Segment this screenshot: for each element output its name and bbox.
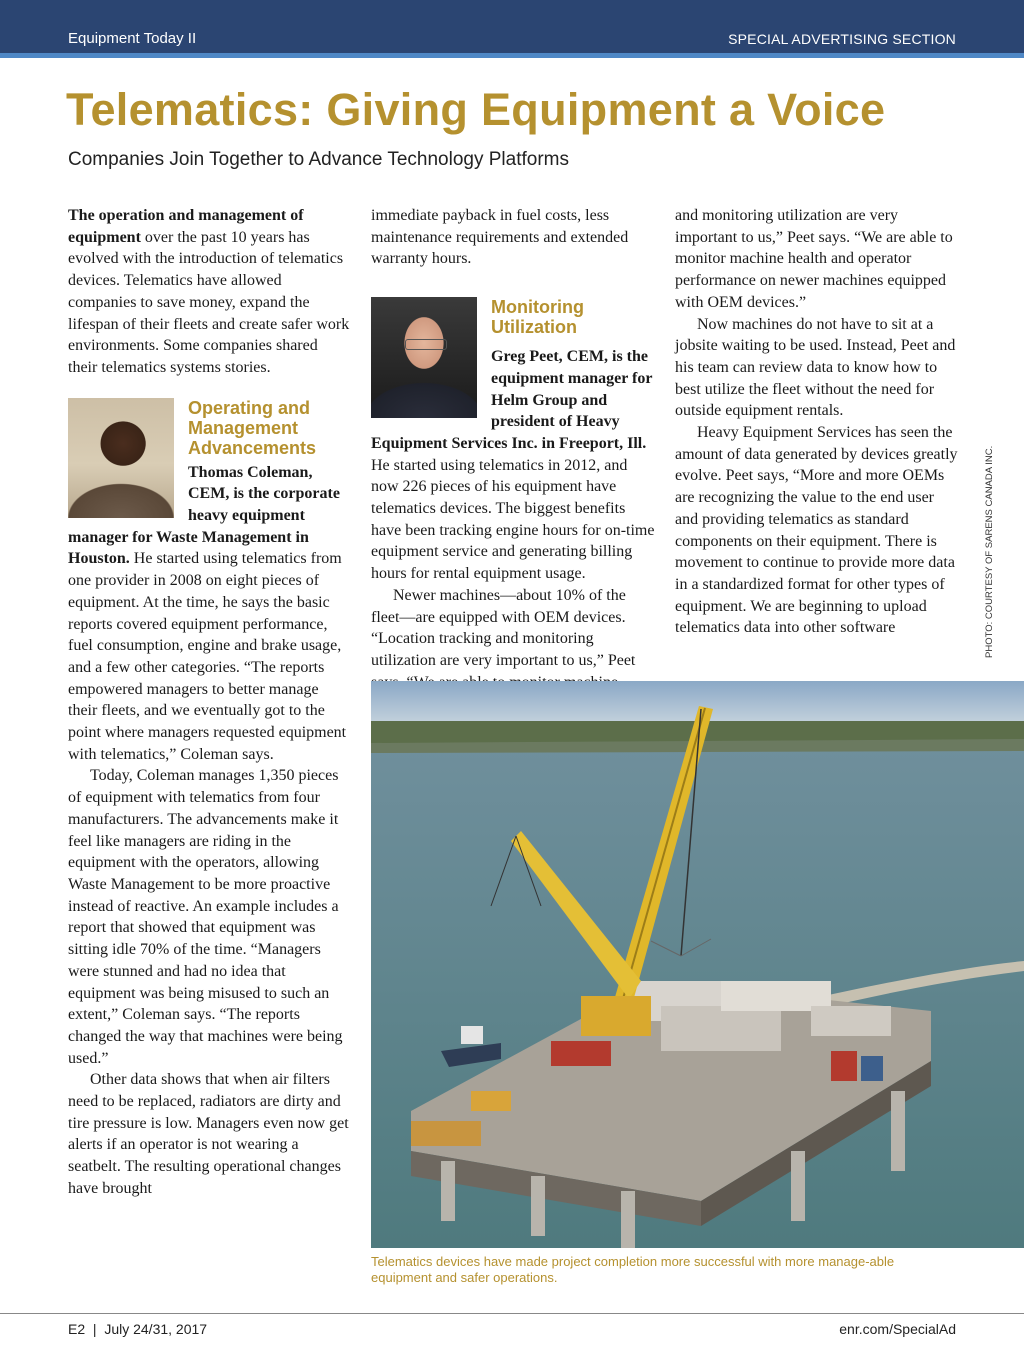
peet-paragraph-3: Now machines do not have to sit at a jobsite waiting to be used. Instead, Peet and his team can review data to know how to best utilize the fleet without the need for outside equipment rentals. xyxy=(675,315,956,420)
intro-lead: The operation and management of equipment xyxy=(68,207,304,246)
crane-photo xyxy=(371,681,1024,1248)
footer-rule xyxy=(0,1313,1024,1314)
peet-paragraph-4: Heavy Equipment Services has seen the amount of data generated by devices greatly evolve. Peet says, “More and more OEMs are recognizing the value to the end user and providing telematics as standard components on their equipment. There is movement to continue to provide more data in a standardized format for other types of equipment. We are beginning to upload telematics data into other software xyxy=(675,424,958,637)
column-2 xyxy=(371,205,655,669)
publication-name: Equipment Today II xyxy=(68,30,197,47)
column-1 xyxy=(68,205,350,1200)
subheadline: Companies Join Together to Advance Technology Platforms xyxy=(68,149,569,170)
footer-url: enr.com/SpecialAd xyxy=(839,1321,956,1337)
peet-text: He started using telematics in 2012, and now 226 pieces of his equipment have telematics devices. The biggest benefits have been tracking engine hours for on-time equipment service and generating billing hours for rental equipment usage. xyxy=(371,456,655,583)
photo-credit: PHOTO: COURTESY OF SARENS CANADA INC. xyxy=(984,445,995,658)
peet-bold-intro: Greg Peet, CEM, is the equipment manager for Helm Group and president of Heavy Equipment Services Inc. in Freeport, Ill. xyxy=(371,348,653,452)
crane-scene-graphic xyxy=(371,681,1024,1248)
coleman-bold-intro: Thomas Coleman, CEM, is the corporate heavy equipment manager for Waste Management in Houston. xyxy=(68,463,340,568)
intro-text: over the past 10 years has evolved with the introduction of telematics devices. Telematics have allowed companies to save money, expand the lifespan of their fleets and create safer work environments. Some companies shared their telematics systems stories. xyxy=(68,228,350,376)
section-label: SPECIAL ADVERTISING SECTION xyxy=(728,31,956,47)
headline: Telematics: Giving Equipment a Voice xyxy=(66,84,886,135)
coleman-paragraph-4: immediate payback in fuel costs, less maintenance requirements and extended warranty hours. xyxy=(371,207,629,268)
peet-paragraph-2-continued: and monitoring utilization are very important to us,” Peet says. “We are able to monitor machine health and operator performance on newer machines equipped with OEM devices.” xyxy=(675,207,953,311)
peet-paragraph-2: Newer machines—about 10% of the fleet—are equipped with OEM devices. “Location tracking and monitoring utilization are very important to us,” Peet xyxy=(371,586,636,669)
section-heading-operating: Operating and Management Advancements xyxy=(188,397,317,458)
photo-caption: Telematics devices have made project completion more successful with more manage-able equipment and safer operations. xyxy=(371,1254,895,1285)
section-heading-monitoring: Monitoring Utilization xyxy=(491,297,584,338)
peet-portrait xyxy=(371,297,477,418)
coleman-paragraph-3: Other data shows that when air filters need to be replaced, radiators are dirty and tire pressure is low. Managers even now get alerts if an operator is not wearing a seatbelt. The resulting operational changes have brought xyxy=(68,1071,349,1197)
footer-page-info: E2 | July 24/31, 2017 xyxy=(68,1321,208,1337)
column-3 xyxy=(675,205,960,639)
coleman-portrait xyxy=(68,398,174,518)
intro-paragraph xyxy=(68,205,350,379)
header-bar xyxy=(0,0,1024,53)
header-stripe xyxy=(0,53,1024,58)
coleman-paragraph-2: Today, Coleman manages 1,350 pieces of equipment with telematics from four manufacturers. The advancements make it feel like managers are riding in the equipment with the operators, allowing Waste Management to be more proactive instead of reactive. An example includes a report that showed that equipment was sitting idle 70% of the time. “Managers were stunned and had no idea that equipment was being misused to such an extent,” Coleman says. “The reports changed the way that machines were being used.” xyxy=(68,767,343,1067)
coleman-text: He started using telematics from one provider in 2008 on eight pieces of equipment. At the time, he says the basic reports covered equipment performance, fuel consumption, engine and brake usage, and a few other categories. “The reports empowered managers to better manage their fleets, and we eventually got to the point where managers requested equipment with telematics,” Coleman says. xyxy=(68,550,347,763)
glasses-shape xyxy=(405,339,447,350)
